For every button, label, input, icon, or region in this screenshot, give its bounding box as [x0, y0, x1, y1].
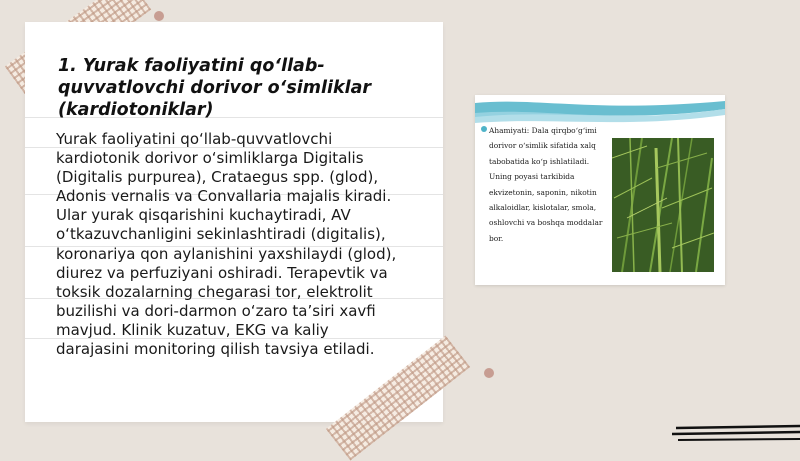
- tape-dot: [484, 368, 494, 378]
- slide-title: 1. Yurak faoliyatini qo‘llab-quvvatlovchi dorivor o‘simliklar (kardiotoniklar): [58, 56, 372, 120]
- decorative-lines: [672, 422, 800, 446]
- slide-body-text: Yurak faoliyatini qo‘llab-quvvatlovchi kardiotonik dorivor o‘simliklarga Digitalis (Digitalis purpurea), Crataegus spp. (glod), Adonis vernalis va Convallaria majalis kiradi. Ular yurak qisqarishini kuchaytiradi, AV o‘tkazuvchanligini sekinlashtiradi (digitalis), koronariya qon aylanishini yaxshilaydi (glod), diurez va perfuziyani oshiradi. Terapevtik va toksik dozalarning chegarasi tor, elektrolit buzilishi va dori-darmon o‘zaro ta’siri xavfi mavjud. Klinik kuzatuv, EKG va kaliy darajasini monitoring qilish tavsiya etiladi.: [56, 130, 397, 359]
- card-text: Ahamiyati: Dala qirqbo‘g‘imi dorivor o‘simlik sifatida xalq tabobatida ko‘p ishlatiladi. Uning poyasi tarkibida ekvizetonin, saponin, nikotin alkaloidlar, kislotalar, smola, oshlovchi va boshqa moddalar bor.: [489, 126, 603, 243]
- horsetail-plant-photo: [612, 138, 714, 272]
- tape-dot: [154, 11, 164, 21]
- bullet-icon: [481, 126, 487, 132]
- embedded-slide-image: [475, 95, 725, 285]
